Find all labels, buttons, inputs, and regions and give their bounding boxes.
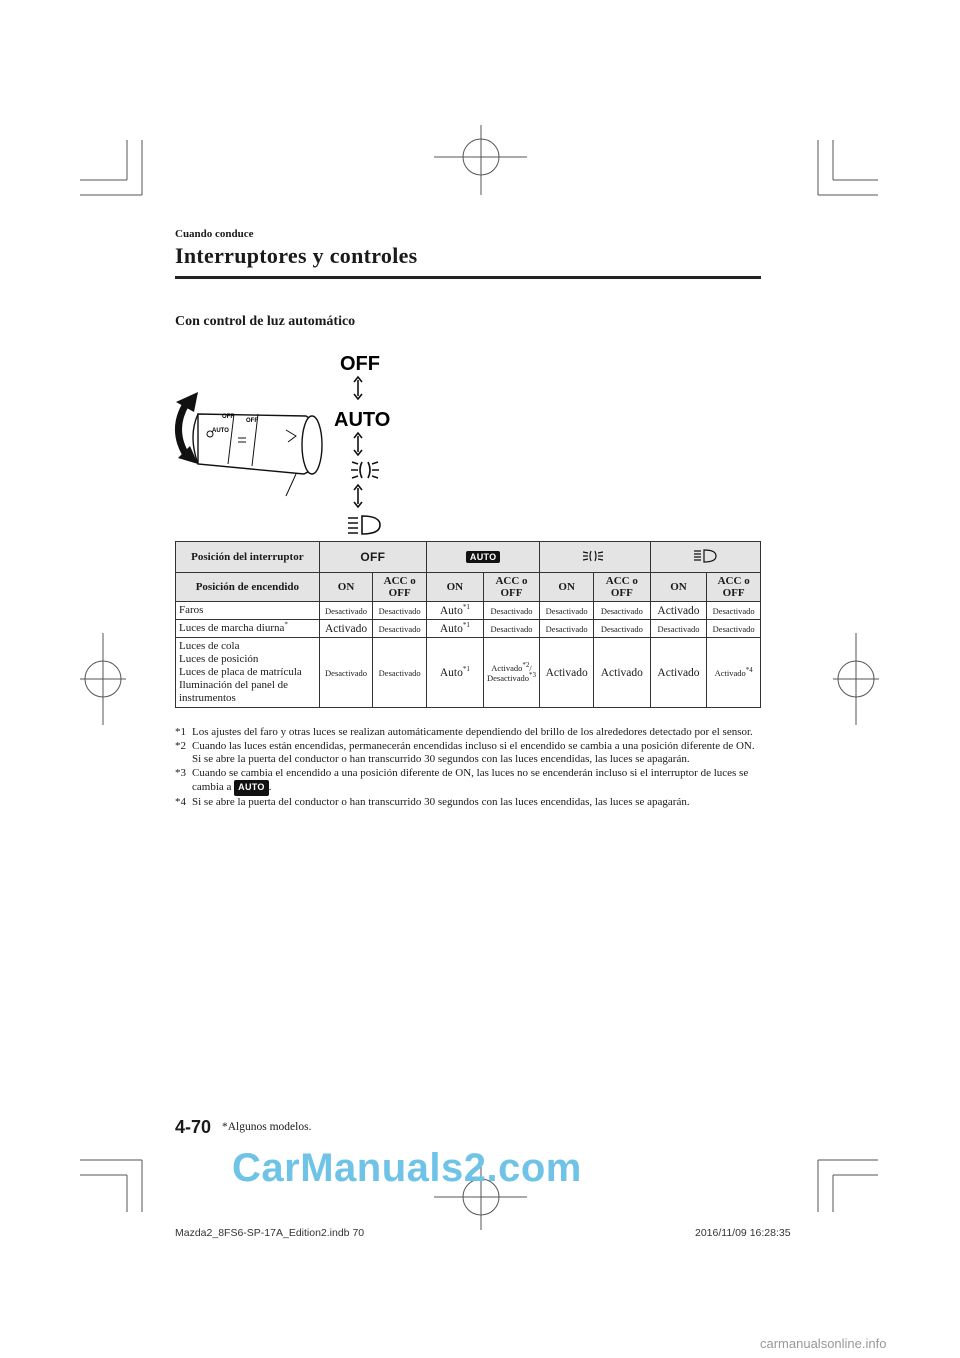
status-cell: Auto$^{*1}$ <box>427 620 484 638</box>
off-label: OFF <box>340 353 380 375</box>
pos-headlight-header <box>650 542 760 573</box>
status-cell: Desactivado <box>707 602 761 620</box>
status-cell: Activado <box>650 638 707 708</box>
status-cell: Activado <box>319 620 373 638</box>
status-cell: Desactivado <box>540 620 594 638</box>
status-cell: Desactivado <box>319 602 373 620</box>
ignition-cell: ON <box>319 573 373 602</box>
status-cell: Auto$^{*1}$ <box>427 602 484 620</box>
footnote-text: Los ajustes del faro y otras luces se realizan automáticamente dependiendo del brillo de los alrededores detectado por el sensor. <box>192 726 753 738</box>
headlight-icon <box>692 549 718 563</box>
section-label: Cuando conduce <box>175 228 254 240</box>
table-row <box>176 620 761 638</box>
parking-light-icon <box>581 549 609 563</box>
status-cell: Desactivado <box>483 602 540 620</box>
status-cell: Auto$^{*1}$ <box>427 638 484 708</box>
ignition-label: Posición de encendido <box>176 573 320 602</box>
footnote <box>175 753 765 767</box>
footnote-text: Cuando se cambia el encendido a una posición diferente de ON, las luces no se encenderán incluso si el interruptor de luces se cambia a AUTO . <box>192 767 765 796</box>
svg-text:OFF: OFF <box>222 414 234 420</box>
row-label: Luces de cola Luces de posición Luces de placa de matrícula Iluminación del panel de instrumentos <box>176 638 320 708</box>
footnote-mark: *3 <box>175 766 186 779</box>
status-cell: Desactivado <box>319 638 373 708</box>
status-cell: Activado$^{*4}$ <box>707 638 761 708</box>
status-cell: Activado$^{*2}$/ Desactivado$^{*3}$ <box>483 638 540 708</box>
page-number: 4-70 <box>175 1117 212 1137</box>
print-date: 2016/11/09 16:28:35 <box>695 1227 791 1239</box>
ignition-row <box>176 573 761 602</box>
page-title: Interruptores y controles <box>175 243 418 268</box>
status-cell: Desactivado <box>593 620 650 638</box>
watermark: CarManuals2.com <box>232 1146 582 1190</box>
status-cell: Activado <box>650 602 707 620</box>
status-cell: Desactivado <box>373 620 427 638</box>
switch-position-label: Posición del interruptor <box>176 542 320 573</box>
status-cell: Desactivado <box>707 620 761 638</box>
status-cell: Desactivado <box>650 620 707 638</box>
table-row <box>176 602 761 620</box>
footnote <box>175 767 765 796</box>
footnote-mark <box>175 753 192 767</box>
pos-off-header: OFF <box>319 542 426 573</box>
print-file-name: Mazda2_8FS6-SP-17A_Edition2.indb 70 <box>175 1227 365 1239</box>
ignition-cell: ON <box>650 573 707 602</box>
footnotes <box>175 726 765 809</box>
footnote-text: Si se abre la puerta del conductor o han transcurrido 30 segundos con las luces encendidas, las luces se apagarán. <box>192 795 690 808</box>
row-label: Faros <box>176 602 320 620</box>
switch-stalk-icon <box>168 346 428 538</box>
light-status-table <box>175 541 761 708</box>
status-cell: Activado <box>540 638 594 708</box>
footnote-mark: *4 <box>175 795 186 808</box>
footnote <box>175 726 765 740</box>
footnote-text: Si se abre la puerta del conductor o han transcurrido 30 segundos con las luces encendidas, las luces se apagarán. <box>192 753 690 765</box>
table-body <box>176 602 761 708</box>
svg-text:OFF: OFF <box>246 418 258 424</box>
table-row <box>176 638 761 708</box>
ignition-cell: ON <box>427 573 484 602</box>
row-label: Luces de marcha diurna* <box>176 620 320 638</box>
status-cell: Desactivado <box>483 620 540 638</box>
pos-auto-header: AUTO <box>427 542 540 573</box>
switch-position-row <box>176 542 761 573</box>
models-note: *Algunos modelos. <box>222 1121 312 1133</box>
source-site: carmanualsonline.info <box>760 1336 887 1351</box>
footnote <box>175 796 765 810</box>
ignition-cell: ON <box>540 573 594 602</box>
status-cell: Desactivado <box>540 602 594 620</box>
status-cell: Desactivado <box>373 602 427 620</box>
status-cell: Desactivado <box>373 638 427 708</box>
footnote-text: Cuando las luces están encendidas, permanecerán encendidas incluso si el encendido se cambia a una posición diferente de ON. <box>192 739 755 752</box>
title-divider <box>175 276 761 279</box>
light-switch-figure <box>168 346 428 538</box>
auto-badge: AUTO <box>234 780 269 796</box>
ignition-cell: ACC o OFF <box>483 573 540 602</box>
ignition-cell: ACC o OFF <box>593 573 650 602</box>
status-cell: Activado <box>593 638 650 708</box>
svg-text:AUTO: AUTO <box>212 428 229 434</box>
section-heading: Con control de luz automático <box>175 314 356 329</box>
ignition-cell: ACC o OFF <box>373 573 427 602</box>
pos-parking-header <box>540 542 650 573</box>
footnote <box>175 740 765 754</box>
auto-label: AUTO <box>334 409 391 431</box>
footnote-mark: *2 <box>175 739 186 752</box>
footnote-mark: *1 <box>175 726 186 738</box>
ignition-cell: ACC o OFF <box>707 573 761 602</box>
status-cell: Desactivado <box>593 602 650 620</box>
